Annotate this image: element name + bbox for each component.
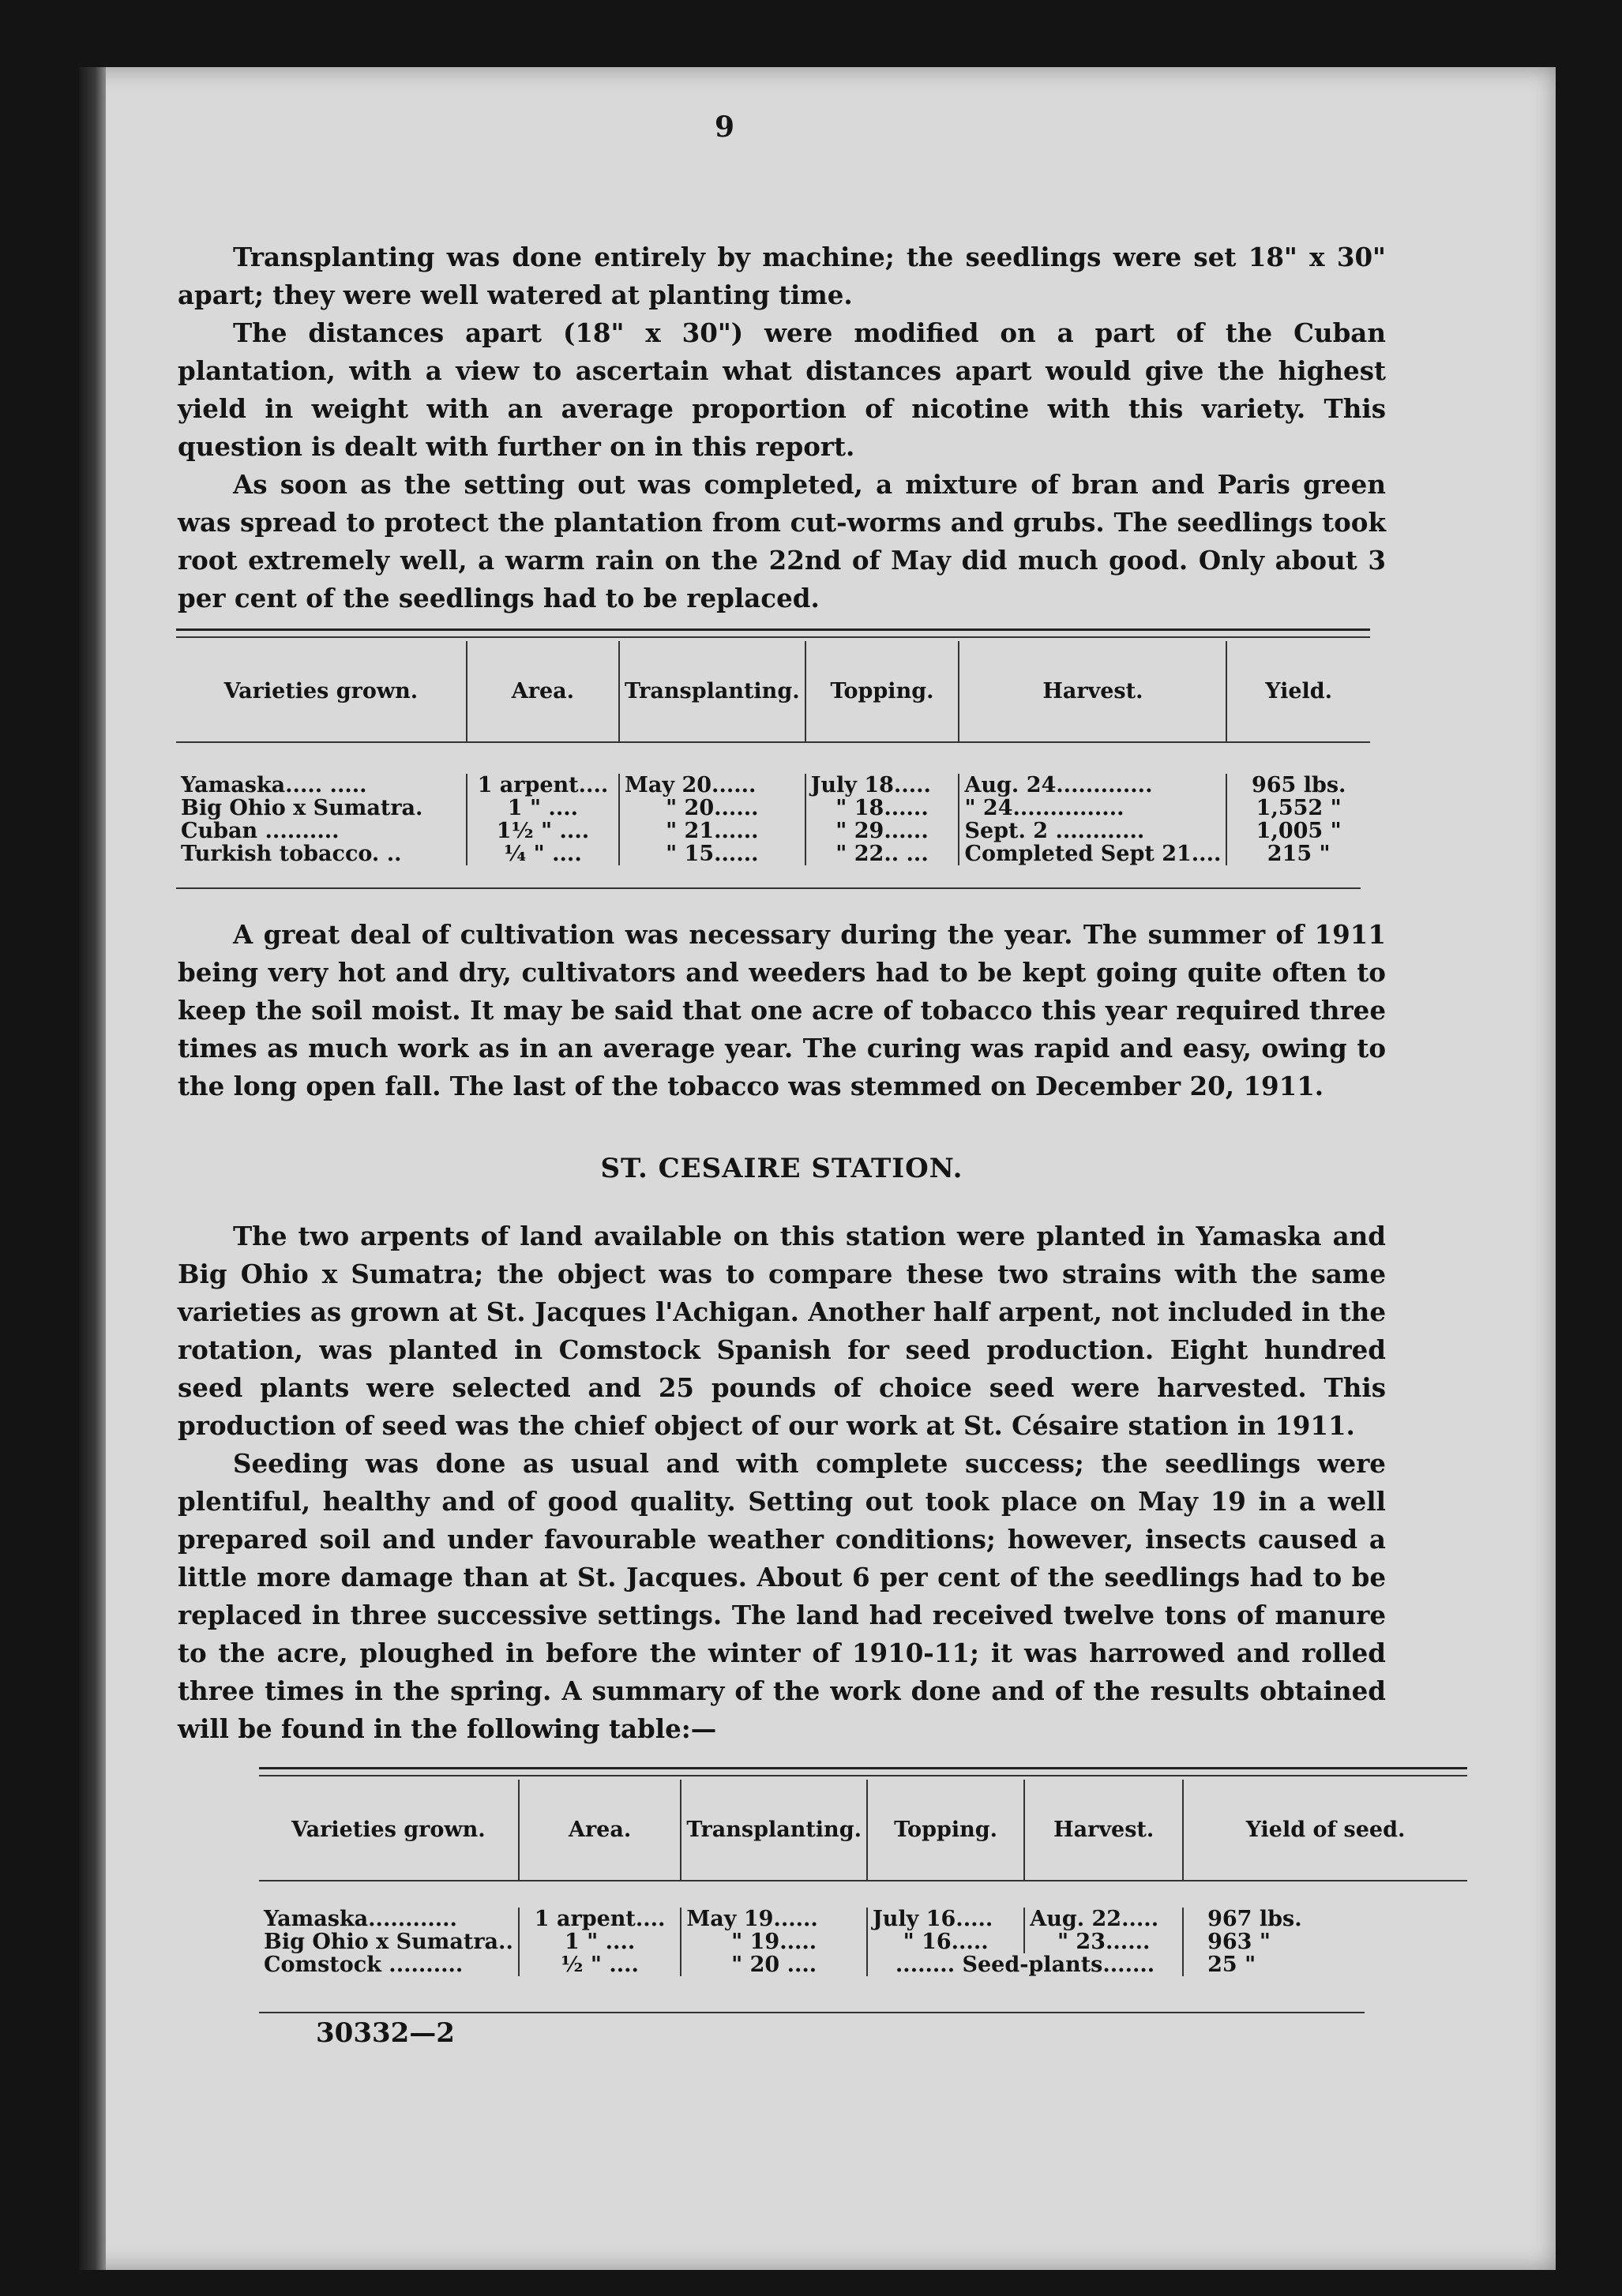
table-row: Cuban .......... 1½ " .... " 21...... " 29...... Sept. 2 ............ 1,005 ": [176, 820, 1370, 842]
paragraph-distances: The distances apart (18" x 30") were modified on a part of the Cuban plantation, with a view to ascertain what distances apart would give the highest yield in weight with an average proportion of nicotine with this variety. This question is dealt with further on in this report.: [178, 317, 1386, 462]
table-row: Comstock .......... ½ " .... " 20 .... ........ Seed-plants....... 25 ": [259, 1953, 1467, 1976]
table1-header-transplanting: Transplanting.: [619, 641, 805, 742]
paragraph-setting-out: As soon as the setting out was completed, a mixture of bran and Paris green was spread to protect the plantation from cut-worms and grubs. The seedlings took root extremely well, a warm rain on the 22nd of May did much good. Only about 3 per cent of the seedlings had to be replaced.: [178, 469, 1386, 613]
table1-bottom-rule: [176, 887, 1361, 889]
table1-header-harvest: Harvest.: [959, 641, 1226, 742]
section-heading-st-cesaire: ST. CESAIRE STATION.: [600, 1153, 963, 1184]
table-row: Yamaska............ 1 arpent.... May 19...... July 16..... Aug. 22..... 967 lbs.: [259, 1908, 1467, 1930]
table2-top-rule-2: [259, 1775, 1467, 1776]
table1-top-rule-2: [176, 636, 1370, 638]
table2-header-varieties: Varieties grown.: [291, 1818, 486, 1842]
table1-header-area: Area.: [467, 641, 619, 742]
table1-header-yield: Yield.: [1226, 641, 1370, 742]
table1-header-varieties: Varieties grown.: [223, 679, 419, 703]
table1-header-topping: Topping.: [805, 641, 959, 742]
paragraph-seeding: Seeding was done as usual and with complete success; the seedlings were plentiful, healthy and of good quality. Setting out took place on May 19 in a well prepared soil and under favourable weather conditions; however, insects caused a little more damage than at St. Jacques. About 6 per cent of the seedlings had to be replaced in three successive settings. The land had received twelve tons of manure to the acre, ploughed in before the winter of 1910-11; it was harrowed and rolled three times in the spring. A summary of the work done and of the results obtained will be found in the following table:—: [178, 1448, 1386, 1744]
table2-bottom-rule: [259, 2012, 1365, 2013]
table-varieties-st-jacques: [176, 641, 1370, 887]
table2-top-rule: [259, 1767, 1467, 1769]
table1-top-rule: [176, 628, 1370, 631]
table2-header-harvest: Harvest.: [1024, 1780, 1183, 1881]
page-number: 9: [715, 111, 735, 144]
table2-header-transplanting: Transplanting.: [681, 1780, 867, 1881]
table-row: Turkish tobacco. .. ¼ " .... " 15...... " 22.. ... Completed Sept 21.... 215 ": [176, 842, 1370, 865]
book-spine-edge: [79, 67, 106, 2270]
table-row: Yamaska..... ..... 1 arpent.... May 20...... July 18..... Aug. 24............. 965 lbs.: [176, 774, 1370, 797]
table2-header-area: Area.: [519, 1780, 681, 1881]
table-row: Big Ohio x Sumatra. 1 " .... " 20...... " 18...... " 24............... 1,552 ": [176, 797, 1370, 820]
footer-print-code: 30332—2: [316, 2017, 455, 2049]
paragraph-st-cesaire-land: The two arpents of land available on this station were planted in Yamaska and Big Ohio x Sumatra; the object was to compare these two strains with the same varieties as grown at St. Jacques l'Achigan. Another half arpent, not included in the rotation, was planted in Comstock Spanish for seed production. Eight hundred seed plants were selected and 25 pounds of choice seed were harvested. This production of seed was the chief object of our work at St. Césaire station in 1911.: [178, 1221, 1386, 1441]
table-row: Big Ohio x Sumatra.. 1 " .... " 19..... " 16..... " 23...... 963 ": [259, 1930, 1467, 1953]
table2-header-topping: Topping.: [867, 1780, 1024, 1881]
table2-header-yield: Yield of seed.: [1183, 1780, 1467, 1881]
paragraph-cultivation: A great deal of cultivation was necessary during the year. The summer of 1911 being very hot and dry, cultivators and weeders had to be kept going quite often to keep the soil moist. It may be said that one acre of tobacco this year required three times as much work as in an average year. The curing was rapid and easy, owing to the long open fall. The last of the tobacco was stemmed on December 20, 1911.: [178, 919, 1386, 1101]
table-varieties-st-cesaire: [259, 1780, 1467, 1987]
paragraph-transplanting: Transplanting was done entirely by machine; the seedlings were set 18" x 30" apart; they were well watered at planting time.: [178, 242, 1386, 310]
